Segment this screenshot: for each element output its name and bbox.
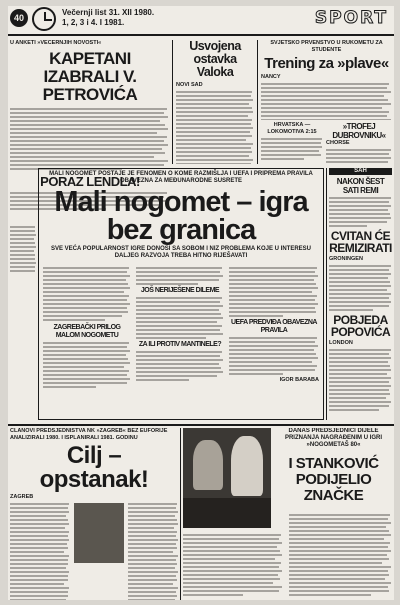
player-photo — [74, 503, 124, 563]
section-logo: SPORT — [314, 8, 388, 28]
article-rukomet — [261, 40, 392, 120]
article-kicker: ČLANOVI PREDSJEDNIŠTVA NK »ZAGREB« BEZ EUFORIJE ANALIZIRALI 1980. I ISPLANIRALI 1981. GODINU — [10, 428, 168, 441]
article-body — [176, 91, 254, 164]
main-story-kicker: MALI NOGOMET POSTAJE JE FENOMEN O KOME RAZMIŠLJA I UEFA I PRIPREMA PRAVILA OBAVEZNA ZA MEĐUNARODNE SUSRETE — [49, 171, 313, 184]
article-headline: Usvojena ostavka Valoka — [189, 40, 241, 79]
main-story-column-2 — [136, 265, 224, 415]
article-dateline: GRONINGEN — [329, 256, 363, 262]
article-kicker: U ANKETI »VEČERNJIH NOVOSTI« — [10, 40, 102, 46]
column-body — [10, 226, 36, 272]
article-dateline: NOVI SAD — [176, 82, 203, 88]
column-body — [128, 501, 178, 600]
column-rule — [326, 168, 327, 420]
photo-figure-left — [193, 440, 223, 490]
article-hokej — [261, 122, 323, 164]
article-columns — [10, 501, 178, 600]
article-headline-lendl: PORAZ LENDLA! — [40, 174, 140, 189]
column-body — [183, 532, 283, 596]
section-label-sah: ŠAH — [329, 168, 392, 175]
photo-figure-right — [231, 436, 263, 496]
article-body — [261, 138, 323, 160]
main-story-column-1 — [43, 265, 131, 415]
column-body — [136, 351, 224, 381]
clock-icon — [32, 7, 56, 31]
article-body — [329, 265, 392, 311]
column-body — [289, 512, 392, 596]
section-divider — [8, 424, 394, 426]
column-rule — [172, 40, 173, 164]
article-headline-popovic: POBJEDA POPOVIĆA — [330, 313, 391, 339]
subhead-uefa: UEFA PREDVIĐA OBAVEZNA PRAVILA — [231, 319, 317, 334]
article-headline — [275, 456, 392, 504]
newspaper-page — [8, 6, 394, 600]
byline: IGOR BARABA — [279, 377, 319, 383]
narrow-column-left — [10, 224, 36, 420]
issue-date — [62, 8, 154, 28]
column-body — [136, 297, 224, 339]
article-headline: NAKON ŠEST SATI REMI — [336, 177, 385, 195]
article-headline-cvitan: CVITAN ĆE REMIZIRATI — [329, 229, 392, 255]
issue-line-1: Večernji list 31. XII 1980. — [62, 8, 155, 17]
subhead-zagreb: ZAGREBAČKI PRILOG MALOM NOGOMETU — [53, 324, 121, 339]
column-body — [43, 267, 131, 321]
column-body — [43, 342, 131, 388]
article-dateline: CHORSE — [326, 140, 350, 146]
article-sah — [329, 168, 392, 420]
article-headline: »TROFEJ DUBROVNIKU« — [332, 122, 386, 140]
article-stankovic — [183, 428, 392, 600]
article-headline: KAPETANI IZABRALI V. PETROVIĆA — [42, 49, 138, 104]
subhead-dileme: JOŠ NERIJEŠENE DILEME — [140, 287, 220, 294]
page-number: 40 — [10, 9, 28, 27]
article-kicker: HRVATSKA — LOKOMOTIVA 2:15 — [267, 122, 317, 135]
article-kicker: DANAS PREDSJEDNICI DIJELE PRIZNANJA NAGRAĐENIM U IGRI »NOGOMETAŠ 80« — [284, 428, 383, 448]
article-valoka — [176, 40, 254, 164]
article-body — [261, 83, 392, 120]
column-body — [136, 267, 224, 285]
article-body — [329, 349, 392, 411]
main-story-deck: SVE VEĆA POPULARNOST IGRE DONOSI SA SOBOM I NIZ PROBLEMA KOJE U INTERESU DALJEG RAZVOJA TREBA HITNO RIJEŠAVATI — [50, 246, 312, 259]
main-story-headline-line-2: bez granica — [106, 214, 256, 246]
column-rule — [180, 428, 181, 600]
page-header — [8, 6, 394, 36]
article-body — [329, 197, 392, 227]
article-body — [326, 149, 392, 164]
photo-floor — [183, 498, 271, 528]
article-kicker: SVJETSKO PRVENSTVO U RUKOMETU ZA STUDENTE — [270, 40, 383, 53]
article-body — [10, 108, 170, 170]
headline-line-2: PODIJELIO — [295, 471, 372, 488]
article-dubrovnik — [326, 122, 392, 164]
column-body — [10, 501, 70, 600]
column-body — [229, 337, 319, 375]
subhead-mantinele: ZA ILI PROTIV MANTINELE? — [138, 341, 222, 348]
article-cilj — [10, 428, 178, 600]
column-body — [229, 267, 319, 317]
award-photo — [183, 428, 271, 528]
article-headline: Cilj – opstanak! — [39, 442, 149, 493]
article-headline: Trening za »plave« — [264, 55, 389, 72]
article-dateline: LONDON — [329, 340, 353, 346]
main-story-box — [38, 168, 324, 420]
headline-line-1: I STANKOVIĆ — [288, 455, 379, 472]
headline-line-3: ZNAČKE — [303, 487, 364, 504]
article-dateline: NANCY — [261, 74, 281, 80]
main-story-column-3 — [229, 265, 319, 415]
article-dateline: ZAGREB — [10, 494, 34, 500]
main-story-headline-line-1: Mali nogomet – igra — [54, 186, 308, 218]
column-rule — [257, 40, 258, 164]
issue-line-2: 1, 2, 3 i 4. I 1981. — [62, 18, 125, 27]
